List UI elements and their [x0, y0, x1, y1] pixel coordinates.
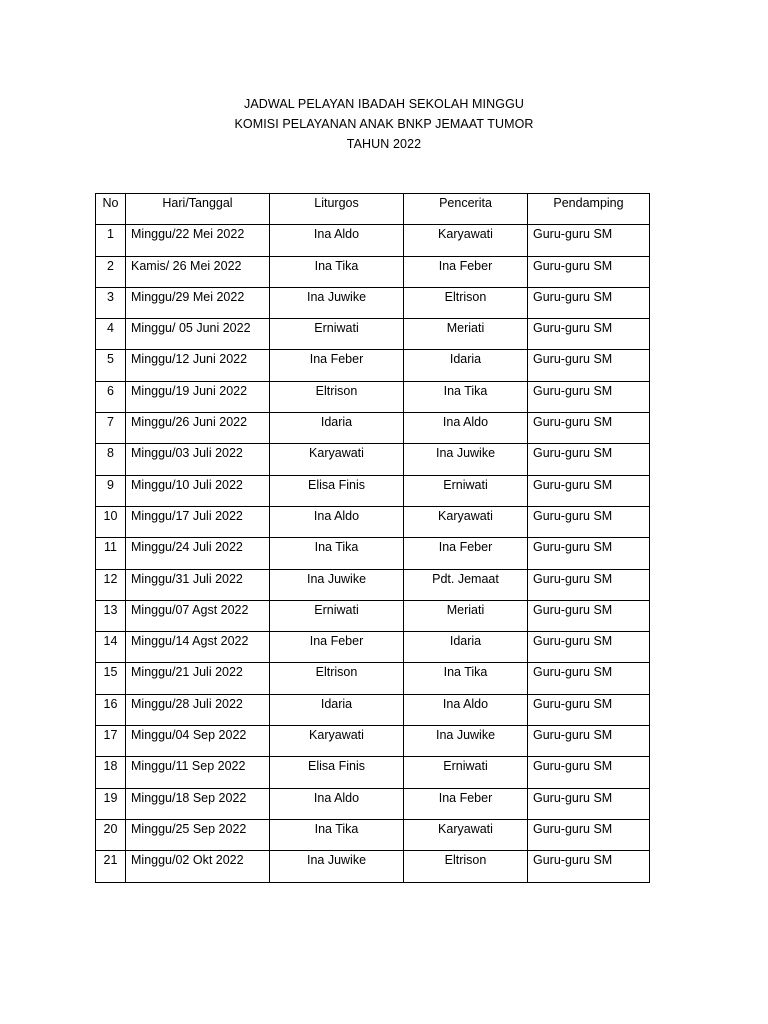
row-date: Minggu/25 Sep 2022: [126, 819, 270, 850]
row-pendamping: Guru-guru SM: [528, 413, 650, 444]
row-liturgos: Karyawati: [270, 726, 404, 757]
row-liturgos: Eltrison: [270, 663, 404, 694]
row-pendamping: Guru-guru SM: [528, 788, 650, 819]
row-pendamping: Guru-guru SM: [528, 757, 650, 788]
row-liturgos: Ina Juwike: [270, 851, 404, 882]
row-number: 20: [96, 819, 126, 850]
table-row: [96, 538, 650, 569]
row-pencerita: Karyawati: [404, 506, 528, 537]
row-pencerita: Ina Aldo: [404, 413, 528, 444]
row-liturgos: Erniwati: [270, 319, 404, 350]
row-number: 1: [96, 225, 126, 256]
row-number: 7: [96, 413, 126, 444]
row-pendamping: Guru-guru SM: [528, 569, 650, 600]
row-pencerita: Ina Aldo: [404, 694, 528, 725]
row-pencerita: Idaria: [404, 632, 528, 663]
document-title: [0, 94, 768, 154]
row-number: 8: [96, 444, 126, 475]
row-liturgos: Ina Aldo: [270, 225, 404, 256]
row-liturgos: Ina Feber: [270, 350, 404, 381]
row-date: Minggu/18 Sep 2022: [126, 788, 270, 819]
row-date: Minggu/14 Agst 2022: [126, 632, 270, 663]
row-pendamping: Guru-guru SM: [528, 694, 650, 725]
title-line-1: JADWAL PELAYAN IBADAH SEKOLAH MINGGU: [243, 97, 525, 111]
row-number: 5: [96, 350, 126, 381]
table-row: [96, 788, 650, 819]
row-date: Minggu/17 Juli 2022: [126, 506, 270, 537]
row-pencerita: Pdt. Jemaat: [404, 569, 528, 600]
row-pencerita: Meriati: [404, 319, 528, 350]
schedule-table: [95, 193, 650, 883]
row-date: Kamis/ 26 Mei 2022: [126, 256, 270, 287]
row-number: 10: [96, 506, 126, 537]
row-number: 9: [96, 475, 126, 506]
header-no: No: [96, 194, 126, 225]
row-pencerita: Ina Tika: [404, 663, 528, 694]
row-date: Minggu/24 Juli 2022: [126, 538, 270, 569]
row-liturgos: Idaria: [270, 413, 404, 444]
table-row: [96, 350, 650, 381]
table-row: [96, 506, 650, 537]
row-liturgos: Ina Feber: [270, 632, 404, 663]
row-pendamping: Guru-guru SM: [528, 475, 650, 506]
row-number: 16: [96, 694, 126, 725]
row-liturgos: Karyawati: [270, 444, 404, 475]
row-pendamping: Guru-guru SM: [528, 726, 650, 757]
row-number: 3: [96, 287, 126, 318]
row-pendamping: Guru-guru SM: [528, 538, 650, 569]
row-liturgos: Ina Juwike: [270, 569, 404, 600]
row-pendamping: Guru-guru SM: [528, 851, 650, 882]
row-pendamping: Guru-guru SM: [528, 819, 650, 850]
row-number: 12: [96, 569, 126, 600]
table-row: [96, 819, 650, 850]
row-pencerita: Ina Tika: [404, 381, 528, 412]
table-row: [96, 475, 650, 506]
row-number: 2: [96, 256, 126, 287]
row-number: 6: [96, 381, 126, 412]
table-row: [96, 381, 650, 412]
row-pencerita: Eltrison: [404, 851, 528, 882]
title-line-3: TAHUN 2022: [346, 137, 422, 151]
table-row: [96, 319, 650, 350]
header-date: Hari/Tanggal: [126, 194, 270, 225]
row-pendamping: Guru-guru SM: [528, 319, 650, 350]
row-pendamping: Guru-guru SM: [528, 381, 650, 412]
row-pendamping: Guru-guru SM: [528, 287, 650, 318]
row-pendamping: Guru-guru SM: [528, 225, 650, 256]
title-line-2: KOMISI PELAYANAN ANAK BNKP JEMAAT TUMOR: [234, 117, 534, 131]
header-pencerita: Pencerita: [404, 194, 528, 225]
row-liturgos: Ina Juwike: [270, 287, 404, 318]
row-date: Minggu/10 Juli 2022: [126, 475, 270, 506]
row-pencerita: Ina Feber: [404, 256, 528, 287]
row-date: Minggu/ 05 Juni 2022: [126, 319, 270, 350]
row-number: 15: [96, 663, 126, 694]
row-number: 13: [96, 600, 126, 631]
table-row: [96, 225, 650, 256]
row-liturgos: Ina Tika: [270, 256, 404, 287]
row-pencerita: Erniwati: [404, 475, 528, 506]
row-liturgos: Eltrison: [270, 381, 404, 412]
row-date: Minggu/02 Okt 2022: [126, 851, 270, 882]
row-date: Minggu/21 Juli 2022: [126, 663, 270, 694]
row-number: 14: [96, 632, 126, 663]
row-liturgos: Elisa Finis: [270, 757, 404, 788]
row-date: Minggu/07 Agst 2022: [126, 600, 270, 631]
row-pendamping: Guru-guru SM: [528, 350, 650, 381]
row-liturgos: Elisa Finis: [270, 475, 404, 506]
table-row: [96, 600, 650, 631]
row-pencerita: Karyawati: [404, 225, 528, 256]
row-pendamping: Guru-guru SM: [528, 632, 650, 663]
header-pendamping: Pendamping: [528, 194, 650, 225]
row-pencerita: Ina Feber: [404, 538, 528, 569]
row-date: Minggu/19 Juni 2022: [126, 381, 270, 412]
table-header-row: [96, 194, 650, 225]
row-pendamping: Guru-guru SM: [528, 663, 650, 694]
row-pencerita: Meriati: [404, 600, 528, 631]
table-body: [96, 225, 650, 882]
row-liturgos: Ina Aldo: [270, 788, 404, 819]
table-row: [96, 726, 650, 757]
row-pencerita: Idaria: [404, 350, 528, 381]
table-row: [96, 256, 650, 287]
row-number: 17: [96, 726, 126, 757]
row-pencerita: Eltrison: [404, 287, 528, 318]
table-row: [96, 851, 650, 882]
row-liturgos: Ina Tika: [270, 819, 404, 850]
table-row: [96, 757, 650, 788]
row-number: 11: [96, 538, 126, 569]
row-pendamping: Guru-guru SM: [528, 256, 650, 287]
row-date: Minggu/04 Sep 2022: [126, 726, 270, 757]
row-liturgos: Idaria: [270, 694, 404, 725]
row-pencerita: Erniwati: [404, 757, 528, 788]
row-number: 18: [96, 757, 126, 788]
table-row: [96, 694, 650, 725]
row-date: Minggu/28 Juli 2022: [126, 694, 270, 725]
row-number: 21: [96, 851, 126, 882]
row-pendamping: Guru-guru SM: [528, 506, 650, 537]
table-row: [96, 413, 650, 444]
row-date: Minggu/22 Mei 2022: [126, 225, 270, 256]
row-pencerita: Ina Juwike: [404, 726, 528, 757]
row-liturgos: Erniwati: [270, 600, 404, 631]
header-liturgos: Liturgos: [270, 194, 404, 225]
row-pencerita: Ina Feber: [404, 788, 528, 819]
row-pendamping: Guru-guru SM: [528, 444, 650, 475]
table-row: [96, 569, 650, 600]
row-date: Minggu/26 Juni 2022: [126, 413, 270, 444]
row-number: 4: [96, 319, 126, 350]
row-liturgos: Ina Aldo: [270, 506, 404, 537]
row-liturgos: Ina Tika: [270, 538, 404, 569]
table-row: [96, 444, 650, 475]
table-row: [96, 287, 650, 318]
row-date: Minggu/12 Juni 2022: [126, 350, 270, 381]
row-date: Minggu/29 Mei 2022: [126, 287, 270, 318]
row-date: Minggu/11 Sep 2022: [126, 757, 270, 788]
row-number: 19: [96, 788, 126, 819]
row-date: Minggu/03 Juli 2022: [126, 444, 270, 475]
row-date: Minggu/31 Juli 2022: [126, 569, 270, 600]
table-row: [96, 632, 650, 663]
row-pencerita: Karyawati: [404, 819, 528, 850]
table-row: [96, 663, 650, 694]
row-pendamping: Guru-guru SM: [528, 600, 650, 631]
row-pencerita: Ina Juwike: [404, 444, 528, 475]
